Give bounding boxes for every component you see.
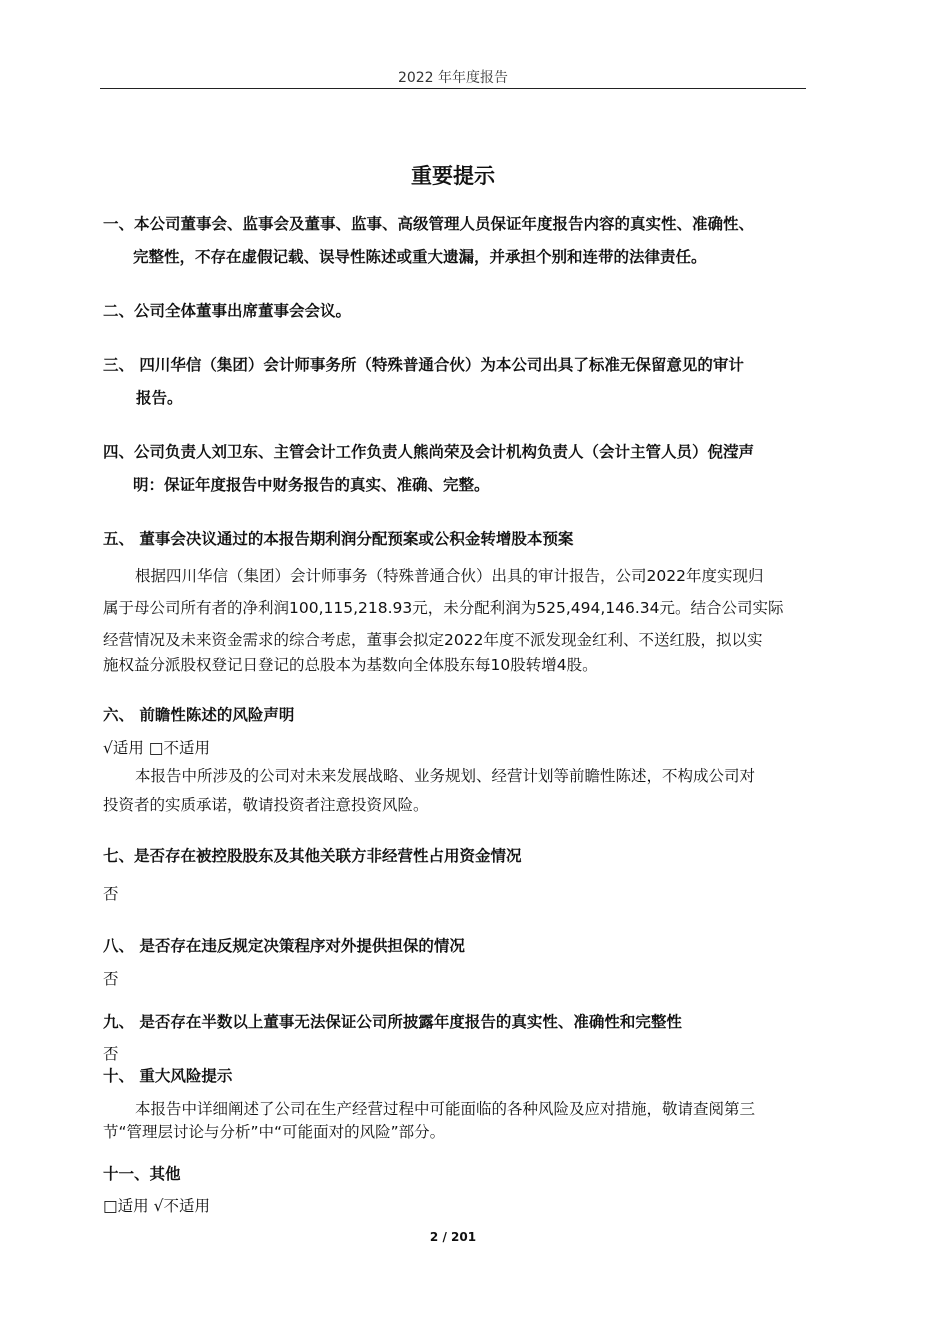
section-2: 二、公司全体董事出席董事会会议。 [103, 302, 352, 320]
section-3-line-2: 报告。 [136, 389, 183, 407]
section-7-heading: 七、是否存在被控股股东及其他关联方非经营性占用资金情况 [103, 847, 522, 865]
page-title: 重要提示 [411, 164, 495, 188]
section-9-answer: 否 [103, 1045, 119, 1063]
section-4-line-1: 四、公司负责人刘卫东、主管会计工作负责人熊尚荣及会计机构负责人（会计主管人员）倪滢声 [103, 443, 755, 461]
section-1-line-2: 完整性，不存在虚假记载、误导性陈述或重大遗漏，并承担个别和连带的法律责任。 [133, 248, 707, 266]
header-divider [100, 88, 806, 89]
section-11-heading: 十一、其他 [103, 1165, 181, 1183]
section-8-answer: 否 [103, 970, 119, 988]
section-9-heading: 九、 是否存在半数以上董事无法保证公司所披露年度报告的真实性、准确性和完整性 [103, 1013, 682, 1031]
section-11-applicable-checkbox: □适用 √不适用 [103, 1197, 210, 1215]
section-10-heading: 十、 重大风险提示 [103, 1067, 233, 1085]
running-header: 2022 年年度报告 [397, 70, 509, 86]
section-6-para-line-1: 本报告中所涉及的公司对未来发展战略、业务规划、经营计划等前瞻性陈述，不构成公司对 [135, 767, 756, 785]
section-4-line-2: 明：保证年度报告中财务报告的真实、准确、完整。 [133, 476, 490, 494]
section-5-para-line-3: 经营情况及未来资金需求的综合考虑，董事会拟定2022年度不派发现金红利、不送红股，拟以实 [103, 631, 763, 649]
section-6-para-line-2: 投资者的实质承诺，敬请投资者注意投资风险。 [103, 796, 429, 814]
section-5-heading: 五、 董事会决议通过的本报告期利润分配预案或公积金转增股本预案 [103, 530, 574, 548]
section-10-para-line-2: 节“管理层讨论与分析”中“可能面对的风险”部分。 [103, 1123, 446, 1141]
section-7-answer: 否 [103, 885, 119, 903]
section-5-para-line-1: 根据四川华信（集团）会计师事务（特殊普通合伙）出具的审计报告，公司2022年度实现归 [135, 567, 764, 585]
section-3-line-1: 三、 四川华信（集团）会计师事务所（特殊普通合伙）为本公司出具了标准无保留意见的审计 [103, 356, 744, 374]
page-number: 2 / 201 [429, 1230, 477, 1244]
section-8-heading: 八、 是否存在违反规定决策程序对外提供担保的情况 [103, 937, 465, 955]
section-1-line-1: 一、本公司董事会、监事会及董事、监事、高级管理人员保证年度报告内容的真实性、准确性、 [103, 215, 755, 233]
section-5-para-line-2: 属于母公司所有者的净利润100,115,218.93元，未分配利润为525,494,146.34元。结合公司实际 [103, 599, 784, 617]
section-6-applicable-checkbox: √适用 □不适用 [103, 739, 210, 757]
section-5-para-line-4: 施权益分派股权登记日登记的总股本为基数向全体股东每10股转增4股。 [103, 656, 598, 674]
section-10-para-line-1: 本报告中详细阐述了公司在生产经营过程中可能面临的各种风险及应对措施，敬请查阅第三 [135, 1100, 756, 1118]
section-6-heading: 六、 前瞻性陈述的风险声明 [103, 706, 295, 724]
